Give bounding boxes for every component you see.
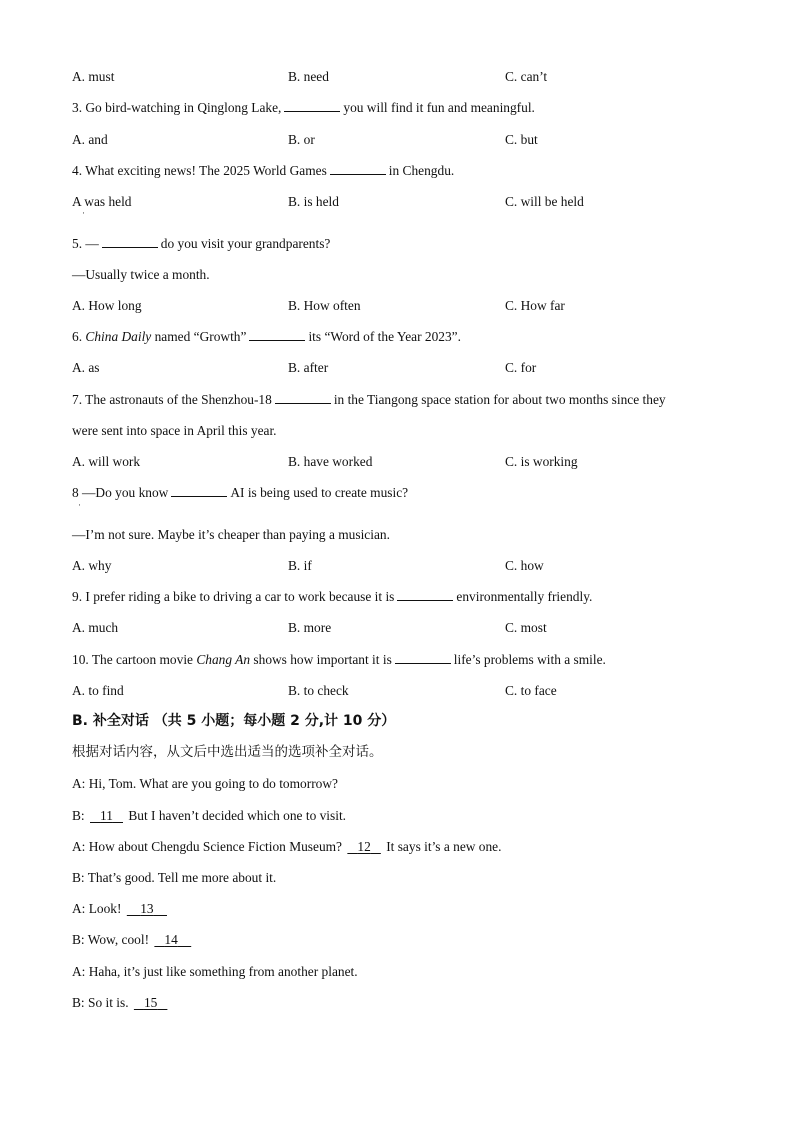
q10-stem-post: life’s problems with a smile. [453,652,606,667]
dialogue-text: B: That’s good. Tell me more about it. [72,870,277,885]
q4-stem-post: in Chengdu. [388,163,455,178]
q6-option-c: C. for [505,360,537,375]
dialogue-text: A: Hi, Tom. What are you going to do tomorrow? [72,776,338,791]
q3-stem [72,100,535,116]
q5-option-b: B. How often [288,298,361,313]
q8-option-c: C. how [505,558,544,573]
q2-option-a: A. must [72,69,115,84]
answer-blank [395,652,451,664]
q8-stem-pre: 8 —Do you know [72,485,169,500]
q10-option-b: B. to check [288,683,349,698]
q3-option-c: C. but [505,132,538,147]
blank-number: 15 [143,995,158,1010]
q10-option-a: A. to find [72,683,124,698]
q6-number: 6. [72,329,83,344]
q6-option-b: B. after [288,360,329,375]
q5-stem-post: do you visit your grandparents? [160,236,331,251]
q3-option-b: B. or [288,132,315,147]
answer-blank [249,329,305,341]
q5-option-a: A. How long [72,298,142,313]
answer-blank [397,589,453,601]
q8-option-a: A. why [72,558,112,573]
section-b-title: B. 补全对话 （共 5 小题；每小题 2 分,计 10 分） [72,713,396,729]
q3-stem-post: you will find it fun and meaningful. [343,100,535,115]
q7-option-c: C. is working [505,454,578,469]
answer-blank [330,163,386,175]
q7-stem-pre: 7. The astronauts of the Shenzhou-18 [72,392,272,407]
blank-number: 11 [100,808,113,823]
q5-response: —Usually twice a month. [72,267,210,282]
q10-stem-pre: shows how important it is [253,652,392,667]
q6-option-a: A. as [72,360,100,375]
answer-blank [275,392,331,404]
dialogue-line [72,808,346,824]
blank-number: 14 [164,932,178,947]
q9-option-c: C. most [505,620,547,635]
section-b-instruction: 根据对话内容，从文后中选出适当的选项补全对话。 [72,744,383,760]
dialogue-text: A: How about Chengdu Science Fiction Museum? [72,839,346,854]
answer-blank [102,236,158,248]
dialogue-line [72,776,338,792]
q10-italic-title: Chang An [196,652,251,667]
stray-dot: · [82,208,85,218]
dialogue-text: B: So it is. [72,995,132,1010]
q7-option-a: A. will work [72,454,141,469]
q7-option-b: B. have worked [288,454,373,469]
q5-option-c: C. How far [505,298,565,313]
q8-response: —I’m not sure. Maybe it’s cheaper than paying a musician. [72,527,390,542]
q9-stem [72,589,592,605]
dialogue-text: A: Haha, it’s just like something from another planet. [72,964,358,979]
q2-option-c: C. can’t [505,69,548,84]
q6-italic-title: China Daily [85,329,152,344]
dialogue-text: But I haven’t decided which one to visit. [125,808,347,823]
dialogue-text: It says it’s a new one. [382,839,502,854]
dialogue-blank-number [125,901,169,916]
q5-stem [72,236,330,252]
dialogue-line [72,839,501,855]
dialogue-line [72,870,276,886]
q2-option-b: B. need [288,69,329,84]
dialogue-line [72,901,169,917]
q8-option-b: B. if [288,558,312,573]
stray-dot: · [78,500,81,510]
dialogue-blank-number [345,839,382,854]
dialogue-text: A: Look! [72,901,125,916]
q9-stem-pre: 9. I prefer riding a bike to driving a car to work because it is [72,589,395,604]
q9-option-b: B. more [288,620,332,635]
blank-number: 13 [140,901,154,916]
q9-option-a: A. much [72,620,119,635]
q9-stem-post: environmentally friendly. [456,589,593,604]
q7-stem-post: in the Tiangong space station for about two months since they [333,392,666,407]
q3-stem-pre: 3. Go bird-watching in Qinglong Lake, [72,100,282,115]
dialogue-blank-number [132,995,169,1010]
q7-stem [72,392,666,408]
q4-stem [72,163,454,179]
blank-number: 12 [357,839,371,854]
q6-stem [72,329,461,345]
dialogue-line [72,964,358,980]
q4-option-a: A was held [72,194,132,209]
q10-number: 10. The cartoon movie [72,652,193,667]
answer-blank [171,485,227,497]
dialogue-blank-number [88,808,125,823]
q10-option-c: C. to face [505,683,557,698]
answer-blank [284,100,340,112]
q4-option-b: B. is held [288,194,339,209]
q5-stem-pre: 5. — [72,236,99,251]
q8-stem-post: AI is being used to create music? [230,485,409,500]
q10-stem [72,652,606,668]
q7-stem-line2: were sent into space in April this year. [72,423,277,438]
dialogue-blank-number [152,932,193,947]
q6-stem-post: its “Word of the Year 2023”. [308,329,461,344]
q4-option-c: C. will be held [505,194,584,209]
q4-stem-pre: 4. What exciting news! The 2025 World Games [72,163,327,178]
q6-stem-pre: named “Growth” [154,329,247,344]
q3-option-a: A. and [72,132,108,147]
q8-stem [72,485,408,501]
dialogue-text: B: Wow, cool! [72,932,153,947]
dialogue-line [72,932,193,948]
dialogue-text: B: [72,808,88,823]
dialogue-line [72,995,169,1011]
